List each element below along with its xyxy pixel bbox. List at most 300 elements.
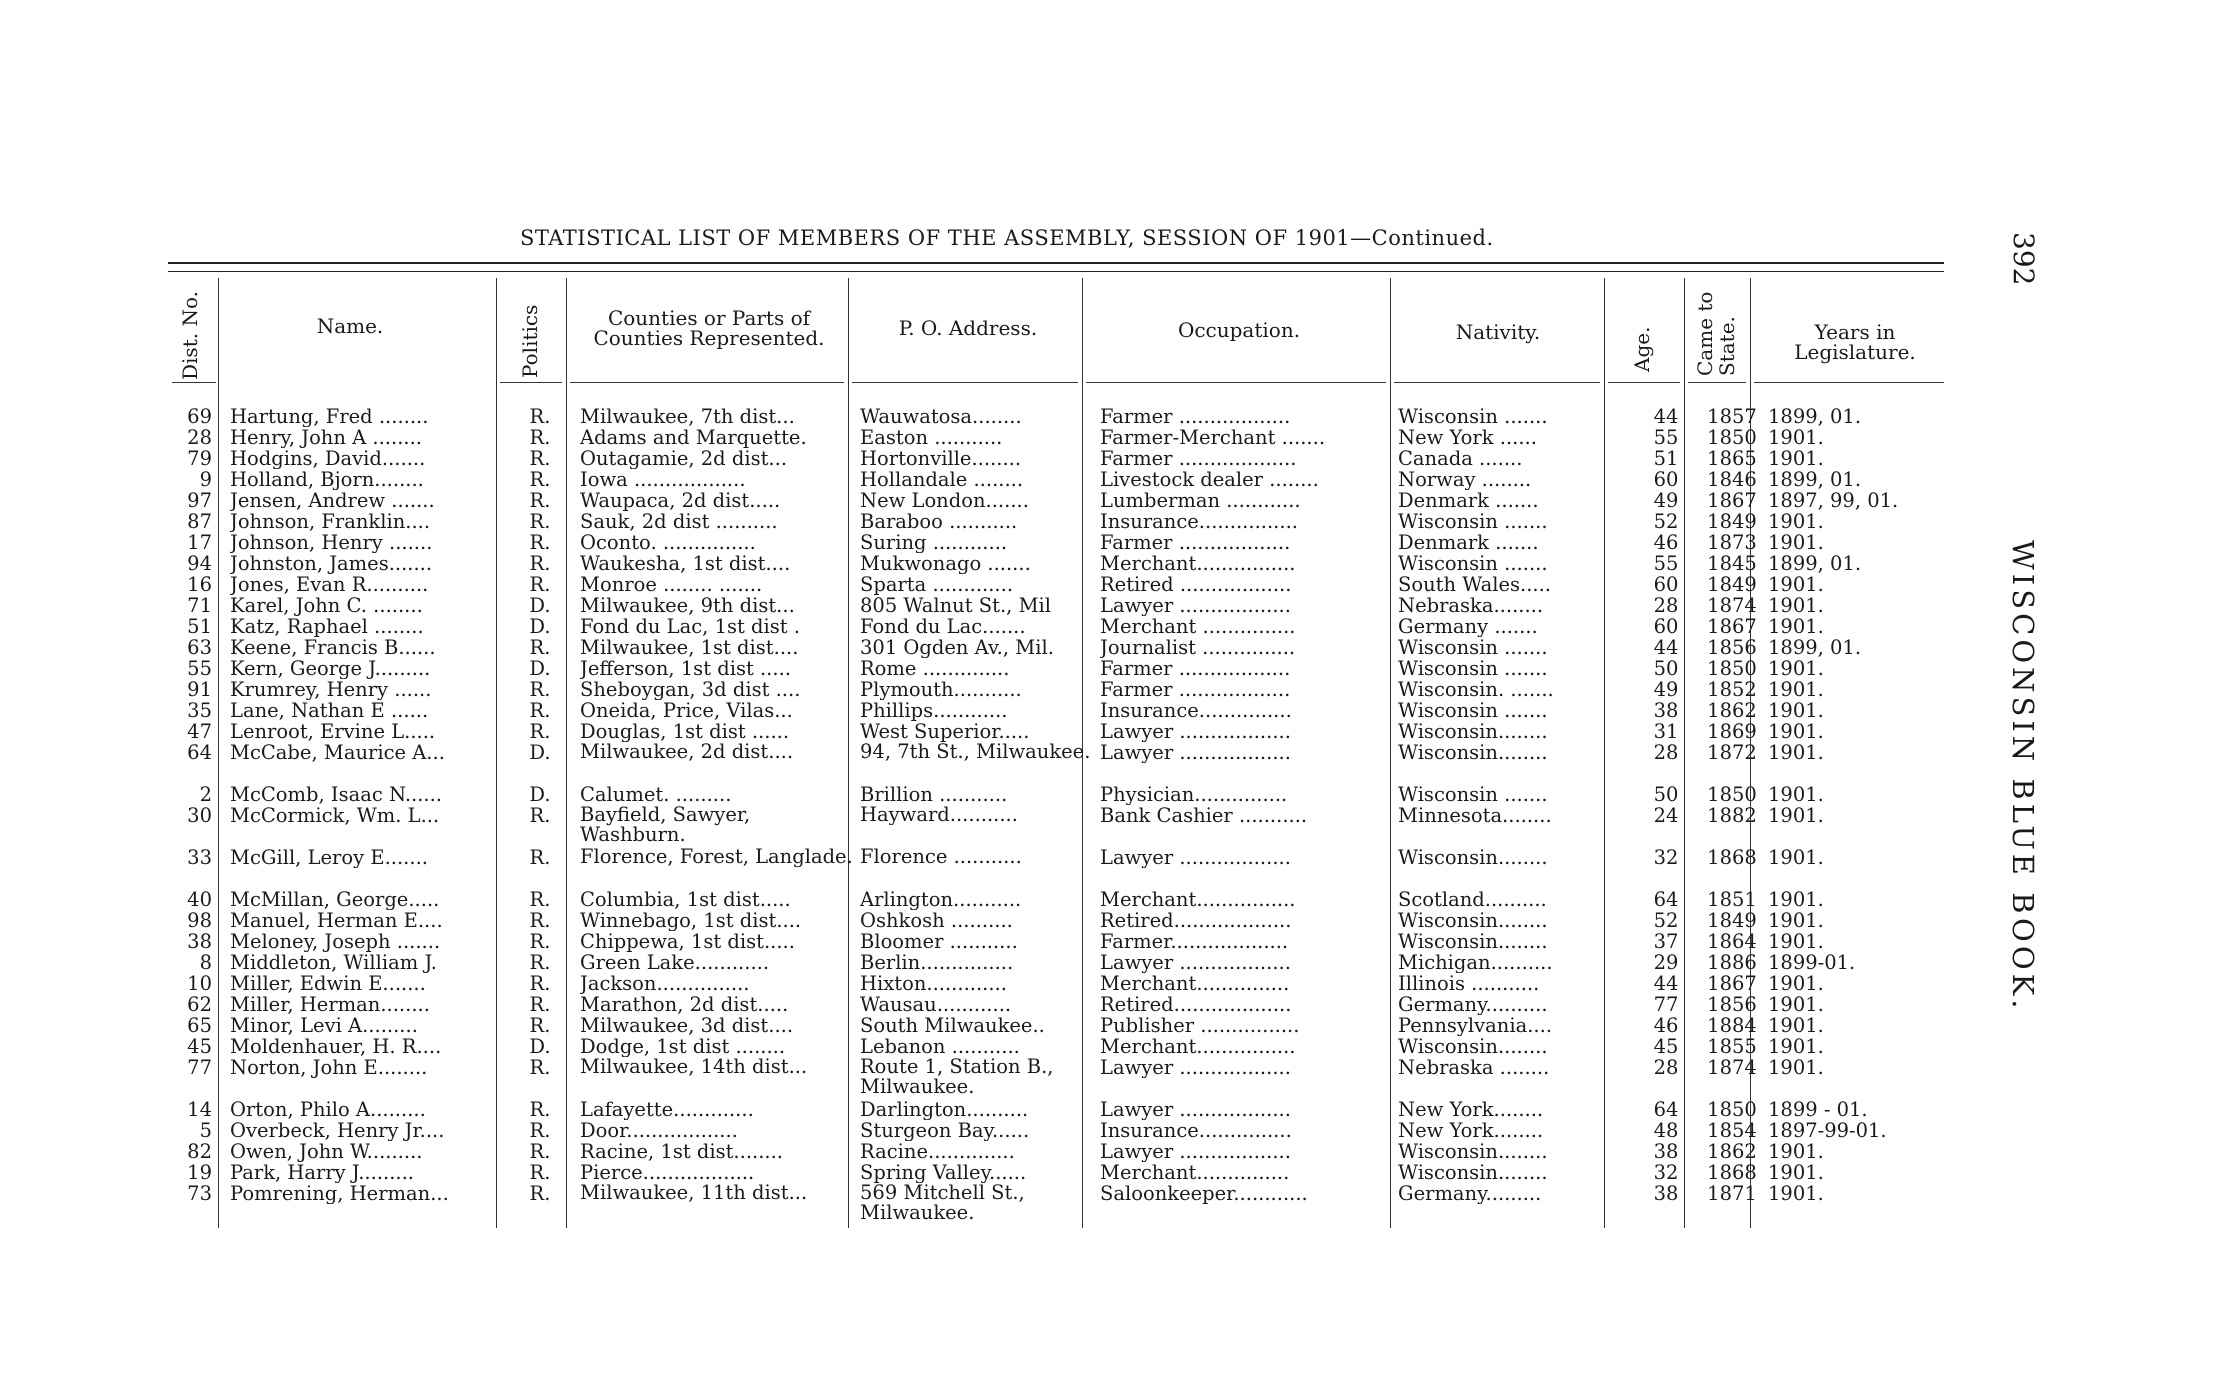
cell-counties: Milwaukee, 3d dist.... (580, 1015, 794, 1036)
cell-years: 1901. (1768, 931, 1824, 952)
cell-po-address: Hollandale ........ (860, 469, 1024, 490)
cell-politics: R. (529, 427, 551, 448)
cell-name: Pomrening, Herman... (230, 1183, 449, 1204)
cell-occupation: Merchant................ (1100, 553, 1296, 574)
cell-politics: R. (529, 490, 551, 511)
cell-counties: Calumet. ......... (580, 784, 732, 805)
cell-counties: Marathon, 2d dist..... (580, 994, 789, 1015)
table-row (168, 616, 1944, 637)
cell-name: Overbeck, Henry Jr.... (230, 1120, 445, 1141)
cell-name: Minor, Levi A......... (230, 1015, 418, 1036)
header-po-address: P. O. Address. (898, 316, 1038, 340)
cell-dist: 17 (187, 532, 212, 553)
cell-po-address: Rome .............. (860, 658, 1010, 679)
cell-nativity: Canada ....... (1398, 448, 1523, 469)
cell-came-to-state: 1849 (1707, 574, 1757, 595)
cell-age: 51 (1653, 448, 1679, 469)
cell-years: 1897-99-01. (1768, 1120, 1887, 1141)
cell-counties: Milwaukee, 2d dist.... (580, 742, 794, 762)
cell-came-to-state: 1850 (1707, 658, 1757, 679)
cell-politics: R. (529, 700, 551, 721)
cell-occupation: Farmer .................. (1100, 658, 1291, 679)
top-rule-thin (168, 271, 1944, 272)
table-row (168, 679, 1944, 700)
cell-age: 44 (1653, 973, 1679, 994)
cell-nativity: South Wales..... (1398, 574, 1552, 595)
cell-years: 1901. (1768, 889, 1824, 910)
header-underline (1086, 382, 1386, 383)
cell-nativity: Nebraska ........ (1398, 1057, 1550, 1078)
header-years: Years in Legislature. (1794, 320, 1916, 364)
cell-dist: 38 (187, 931, 212, 952)
table-row (168, 847, 1944, 889)
cell-age: 52 (1653, 910, 1679, 931)
cell-occupation: Insurance............... (1100, 1120, 1292, 1141)
cell-age: 46 (1653, 532, 1679, 553)
cell-years: 1901. (1768, 700, 1824, 721)
header-underline (1688, 382, 1746, 383)
cell-politics: R. (529, 1057, 551, 1078)
cell-dist: 64 (187, 742, 212, 763)
cell-po-address: Sturgeon Bay...... (860, 1120, 1030, 1141)
cell-name: Hartung, Fred ........ (230, 406, 429, 427)
cell-years: 1901. (1768, 448, 1824, 469)
cell-occupation: Retired................... (1100, 994, 1292, 1015)
cell-politics: R. (529, 574, 551, 595)
cell-counties: Bayfield, Sawyer, Washburn. (580, 805, 751, 845)
cell-years: 1901. (1768, 1162, 1824, 1183)
cell-po-address: 805 Walnut St., Mil (860, 595, 1052, 616)
cell-occupation: Livestock dealer ........ (1100, 469, 1319, 490)
table-row (168, 1141, 1944, 1162)
cell-came-to-state: 1871 (1707, 1183, 1757, 1204)
cell-nativity: Denmark ....... (1398, 532, 1539, 553)
cell-came-to-state: 1874 (1707, 1057, 1757, 1078)
cell-dist: 98 (187, 910, 212, 931)
cell-occupation: Publisher ................ (1100, 1015, 1300, 1036)
cell-occupation: Insurance................ (1100, 511, 1298, 532)
cell-occupation: Merchant ............... (1100, 616, 1296, 637)
cell-name: Jensen, Andrew ....... (230, 490, 435, 511)
table-row (168, 973, 1944, 994)
cell-came-to-state: 1862 (1707, 700, 1757, 721)
cell-nativity: Pennsylvania.... (1398, 1015, 1553, 1036)
cell-politics: D. (529, 658, 551, 679)
cell-counties: Dodge, 1st dist ........ (580, 1036, 786, 1057)
cell-occupation: Lawyer .................. (1100, 952, 1291, 973)
cell-nativity: Germany ....... (1398, 616, 1538, 637)
cell-came-to-state: 1867 (1707, 616, 1757, 637)
table-row (168, 1057, 1944, 1099)
cell-years: 1901. (1768, 1015, 1824, 1036)
cell-years: 1901. (1768, 511, 1824, 532)
cell-po-address: 301 Ogden Av., Mil. (860, 637, 1054, 658)
cell-po-address: Hortonville........ (860, 448, 1022, 469)
cell-po-address: New London....... (860, 490, 1029, 511)
cell-came-to-state: 1864 (1707, 931, 1757, 952)
table-row (168, 910, 1944, 931)
cell-occupation: Lawyer .................. (1100, 1141, 1291, 1162)
cell-dist: 33 (187, 847, 212, 868)
cell-name: McMillan, George..... (230, 889, 440, 910)
cell-age: 28 (1653, 595, 1679, 616)
cell-came-to-state: 1851 (1707, 889, 1757, 910)
cell-age: 50 (1653, 784, 1679, 805)
cell-came-to-state: 1865 (1707, 448, 1757, 469)
cell-nativity: Wisconsin ....... (1398, 700, 1548, 721)
cell-age: 38 (1653, 700, 1679, 721)
cell-years: 1901. (1768, 910, 1824, 931)
cell-nativity: Wisconsin........ (1398, 721, 1548, 742)
cell-came-to-state: 1873 (1707, 532, 1757, 553)
cell-came-to-state: 1867 (1707, 490, 1757, 511)
table-row (168, 889, 1944, 910)
table-row (168, 1015, 1944, 1036)
cell-occupation: Physician............... (1100, 784, 1288, 805)
cell-name: Jones, Evan R.......... (230, 574, 429, 595)
cell-age: 37 (1653, 931, 1679, 952)
cell-occupation: Merchant................ (1100, 1036, 1296, 1057)
cell-politics: R. (529, 637, 551, 658)
cell-name: Norton, John E........ (230, 1057, 428, 1078)
header-underline (570, 382, 844, 383)
cell-years: 1901. (1768, 973, 1824, 994)
cell-po-address: Lebanon ........... (860, 1036, 1020, 1057)
cell-counties: Sheboygan, 3d dist .... (580, 679, 801, 700)
cell-politics: R. (529, 805, 551, 826)
cell-dist: 16 (187, 574, 212, 595)
cell-politics: R. (529, 973, 551, 994)
cell-came-to-state: 1886 (1707, 952, 1757, 973)
cell-name: Middleton, William J. (230, 952, 437, 973)
cell-name: Lenroot, Ervine L..... (230, 721, 436, 742)
cell-counties: Jefferson, 1st dist ..... (580, 658, 791, 679)
cell-po-address: West Superior..... (860, 721, 1030, 742)
cell-dist: 97 (187, 490, 212, 511)
cell-politics: D. (529, 595, 551, 616)
cell-name: Krumrey, Henry ...... (230, 679, 432, 700)
cell-came-to-state: 1845 (1707, 553, 1757, 574)
cell-occupation: Merchant............... (1100, 1162, 1290, 1183)
cell-came-to-state: 1850 (1707, 1099, 1757, 1120)
cell-came-to-state: 1856 (1707, 994, 1757, 1015)
cell-counties: Milwaukee, 1st dist.... (580, 637, 799, 658)
cell-name: Miller, Edwin E....... (230, 973, 426, 994)
cell-dist: 8 (199, 952, 212, 973)
cell-occupation: Farmer .................. (1100, 532, 1291, 553)
running-head: WISCONSIN BLUE BOOK. (2006, 540, 2040, 1013)
cell-came-to-state: 1857 (1707, 406, 1757, 427)
cell-name: McComb, Isaac N...... (230, 784, 443, 805)
cell-years: 1901. (1768, 1057, 1824, 1078)
table-row (168, 1183, 1944, 1225)
cell-name: Lane, Nathan E ...... (230, 700, 429, 721)
cell-occupation: Lawyer .................. (1100, 1057, 1291, 1078)
cell-nativity: New York........ (1398, 1120, 1544, 1141)
table-row (168, 784, 1944, 805)
header-underline (852, 382, 1078, 383)
cell-dist: 71 (187, 595, 212, 616)
cell-politics: R. (529, 1120, 551, 1141)
cell-dist: 91 (187, 679, 212, 700)
cell-po-address: Route 1, Station B., Milwaukee. (860, 1057, 1054, 1097)
cell-nativity: Wisconsin........ (1398, 1141, 1548, 1162)
cell-nativity: Norway ........ (1398, 469, 1532, 490)
cell-politics: R. (529, 679, 551, 700)
cell-po-address: Darlington.......... (860, 1099, 1029, 1120)
cell-came-to-state: 1850 (1707, 427, 1757, 448)
header-politics: Politics (518, 304, 542, 378)
cell-po-address: Fond du Lac....... (860, 616, 1026, 637)
cell-came-to-state: 1849 (1707, 511, 1757, 532)
cell-years: 1901. (1768, 847, 1824, 868)
cell-years: 1901. (1768, 784, 1824, 805)
cell-age: 55 (1653, 427, 1679, 448)
cell-occupation: Lawyer .................. (1100, 721, 1291, 742)
cell-dist: 73 (187, 1183, 212, 1204)
cell-came-to-state: 1872 (1707, 742, 1757, 763)
table-row (168, 658, 1944, 679)
cell-counties: Door.................. (580, 1120, 738, 1141)
header-dist-no: Dist. No. (178, 291, 202, 380)
cell-dist: 28 (187, 427, 212, 448)
cell-counties: Columbia, 1st dist..... (580, 889, 791, 910)
cell-politics: R. (529, 847, 551, 868)
cell-counties: Douglas, 1st dist ...... (580, 721, 790, 742)
top-rule (168, 262, 1944, 264)
cell-came-to-state: 1862 (1707, 1141, 1757, 1162)
cell-dist: 94 (187, 553, 212, 574)
cell-name: Owen, John W......... (230, 1141, 423, 1162)
cell-years: 1901. (1768, 658, 1824, 679)
cell-years: 1901. (1768, 595, 1824, 616)
member-table (168, 406, 1944, 1225)
cell-po-address: Florence ........... (860, 847, 1022, 867)
cell-counties: Sauk, 2d dist .......... (580, 511, 778, 532)
cell-politics: R. (529, 1099, 551, 1120)
cell-name: Kern, George J......... (230, 658, 431, 679)
cell-occupation: Farmer ................... (1100, 448, 1297, 469)
cell-dist: 82 (187, 1141, 212, 1162)
cell-occupation: Bank Cashier ........... (1100, 805, 1308, 826)
cell-counties: Milwaukee, 14th dist... (580, 1057, 808, 1077)
cell-politics: D. (529, 784, 551, 805)
cell-po-address: Phillips............ (860, 700, 1008, 721)
cell-nativity: New York........ (1398, 1099, 1544, 1120)
cell-occupation: Merchant................ (1100, 889, 1296, 910)
cell-came-to-state: 1850 (1707, 784, 1757, 805)
cell-nativity: Denmark ....... (1398, 490, 1539, 511)
cell-occupation: Farmer .................. (1100, 406, 1291, 427)
header-nativity: Nativity. (1455, 320, 1541, 344)
cell-occupation: Lawyer .................. (1100, 595, 1291, 616)
cell-name: McCabe, Maurice A... (230, 742, 445, 763)
cell-counties: Winnebago, 1st dist.... (580, 910, 802, 931)
header-name: Name. (316, 314, 384, 338)
cell-politics: R. (529, 910, 551, 931)
cell-age: 64 (1653, 889, 1679, 910)
cell-counties: Monroe ........ ....... (580, 574, 763, 595)
cell-age: 49 (1653, 679, 1679, 700)
cell-occupation: Farmer................... (1100, 931, 1289, 952)
page-title: STATISTICAL LIST OF MEMBERS OF THE ASSEMBLY, SESSION OF 1901—Continued. (520, 226, 1494, 250)
cell-politics: R. (529, 1162, 551, 1183)
cell-dist: 2 (199, 784, 212, 805)
cell-po-address: Oshkosh .......... (860, 910, 1013, 931)
cell-dist: 19 (187, 1162, 212, 1183)
cell-dist: 14 (187, 1099, 212, 1120)
cell-nativity: Germany.......... (1398, 994, 1548, 1015)
table-row (168, 994, 1944, 1015)
cell-age: 77 (1653, 994, 1679, 1015)
cell-po-address: Wauwatosa........ (860, 406, 1022, 427)
cell-po-address: Hayward........... (860, 805, 1018, 825)
cell-nativity: Nebraska........ (1398, 595, 1544, 616)
cell-occupation: Farmer .................. (1100, 679, 1291, 700)
cell-counties: Chippewa, 1st dist..... (580, 931, 795, 952)
cell-came-to-state: 1849 (1707, 910, 1757, 931)
cell-occupation: Insurance............... (1100, 700, 1292, 721)
cell-politics: R. (529, 532, 551, 553)
cell-po-address: Suring ............ (860, 532, 1008, 553)
cell-counties: Florence, Forest, Langlade. (580, 847, 853, 867)
cell-dist: 35 (187, 700, 212, 721)
cell-dist: 9 (199, 469, 212, 490)
cell-dist: 30 (187, 805, 212, 826)
cell-name: Keene, Francis B...... (230, 637, 436, 658)
header-occupation: Occupation. (1177, 318, 1301, 342)
cell-politics: R. (529, 469, 551, 490)
cell-years: 1901. (1768, 1141, 1824, 1162)
cell-age: 32 (1653, 847, 1679, 868)
header-counties: Counties or Parts of Counties Represented. (593, 306, 825, 350)
header-age: Age. (1630, 326, 1654, 372)
cell-counties: Adams and Marquette. (580, 427, 807, 448)
table-row (168, 532, 1944, 553)
table-row (168, 448, 1944, 469)
cell-name: Park, Harry J......... (230, 1162, 414, 1183)
table-row (168, 637, 1944, 658)
cell-po-address: Baraboo ........... (860, 511, 1018, 532)
cell-name: Henry, John A ........ (230, 427, 422, 448)
cell-came-to-state: 1852 (1707, 679, 1757, 700)
cell-age: 44 (1653, 406, 1679, 427)
cell-politics: R. (529, 1015, 551, 1036)
cell-po-address: Sparta ............. (860, 574, 1014, 595)
cell-age: 52 (1653, 511, 1679, 532)
cell-counties: Fond du Lac, 1st dist . (580, 616, 800, 637)
cell-age: 64 (1653, 1099, 1679, 1120)
cell-nativity: Wisconsin........ (1398, 1036, 1548, 1057)
header-underline (500, 382, 562, 383)
table-row (168, 553, 1944, 574)
cell-po-address: Plymouth........... (860, 679, 1022, 700)
cell-politics: D. (529, 616, 551, 637)
cell-politics: R. (529, 406, 551, 427)
cell-years: 1901. (1768, 721, 1824, 742)
header-came-to-state: Came to State. (1693, 291, 1739, 376)
cell-occupation: Lawyer .................. (1100, 847, 1291, 868)
cell-dist: 47 (187, 721, 212, 742)
cell-occupation: Lumberman ............ (1100, 490, 1301, 511)
cell-name: Hodgins, David....... (230, 448, 426, 469)
cell-age: 38 (1653, 1141, 1679, 1162)
cell-counties: Milwaukee, 7th dist... (580, 406, 795, 427)
table-row (168, 952, 1944, 973)
cell-nativity: Scotland.......... (1398, 889, 1547, 910)
cell-name: Manuel, Herman E.... (230, 910, 443, 931)
cell-po-address: Hixton............. (860, 973, 1007, 994)
cell-dist: 77 (187, 1057, 212, 1078)
table-row (168, 574, 1944, 595)
cell-nativity: Wisconsin ....... (1398, 553, 1548, 574)
cell-years: 1901. (1768, 532, 1824, 553)
cell-po-address: South Milwaukee.. (860, 1015, 1045, 1036)
cell-years: 1899, 01. (1768, 469, 1862, 490)
cell-name: Johnson, Franklin.... (230, 511, 431, 532)
cell-came-to-state: 1855 (1707, 1036, 1757, 1057)
cell-years: 1899, 01. (1768, 406, 1862, 427)
cell-years: 1899, 01. (1768, 553, 1862, 574)
cell-nativity: Wisconsin........ (1398, 931, 1548, 952)
cell-age: 60 (1653, 574, 1679, 595)
cell-name: Meloney, Joseph ....... (230, 931, 441, 952)
cell-dist: 63 (187, 637, 212, 658)
cell-years: 1901. (1768, 679, 1824, 700)
cell-nativity: New York ...... (1398, 427, 1537, 448)
cell-occupation: Retired .................. (1100, 574, 1292, 595)
cell-came-to-state: 1874 (1707, 595, 1757, 616)
cell-name: Moldenhauer, H. R.... (230, 1036, 442, 1057)
cell-dist: 62 (187, 994, 212, 1015)
cell-occupation: Journalist ............... (1100, 637, 1296, 658)
cell-po-address: Mukwonago ....... (860, 553, 1031, 574)
header-underline (172, 382, 216, 383)
cell-dist: 87 (187, 511, 212, 532)
cell-name: Karel, John C. ........ (230, 595, 423, 616)
cell-nativity: Illinois ........... (1398, 973, 1540, 994)
cell-came-to-state: 1868 (1707, 847, 1757, 868)
cell-age: 60 (1653, 469, 1679, 490)
header-underline (1754, 382, 1944, 383)
cell-came-to-state: 1868 (1707, 1162, 1757, 1183)
cell-nativity: Wisconsin ....... (1398, 511, 1548, 532)
cell-name: McCormick, Wm. L... (230, 805, 440, 826)
cell-name: Johnston, James....... (230, 553, 433, 574)
cell-occupation: Merchant............... (1100, 973, 1290, 994)
cell-dist: 5 (199, 1120, 212, 1141)
table-row (168, 406, 1944, 427)
cell-name: Orton, Philo A......... (230, 1099, 426, 1120)
cell-nativity: Minnesota........ (1398, 805, 1552, 826)
cell-counties: Milwaukee, 9th dist... (580, 595, 795, 616)
cell-counties: Pierce.................. (580, 1162, 755, 1183)
cell-politics: D. (529, 1036, 551, 1057)
cell-politics: R. (529, 952, 551, 973)
cell-counties: Waukesha, 1st dist.... (580, 553, 791, 574)
cell-counties: Green Lake............ (580, 952, 770, 973)
cell-name: McGill, Leroy E....... (230, 847, 428, 868)
cell-nativity: Wisconsin........ (1398, 1162, 1548, 1183)
cell-politics: R. (529, 994, 551, 1015)
cell-age: 38 (1653, 1183, 1679, 1204)
cell-years: 1901. (1768, 574, 1824, 595)
cell-name: Miller, Herman........ (230, 994, 430, 1015)
cell-politics: R. (529, 1183, 551, 1204)
cell-age: 50 (1653, 658, 1679, 679)
cell-po-address: Wausau............ (860, 994, 1012, 1015)
cell-politics: R. (529, 931, 551, 952)
